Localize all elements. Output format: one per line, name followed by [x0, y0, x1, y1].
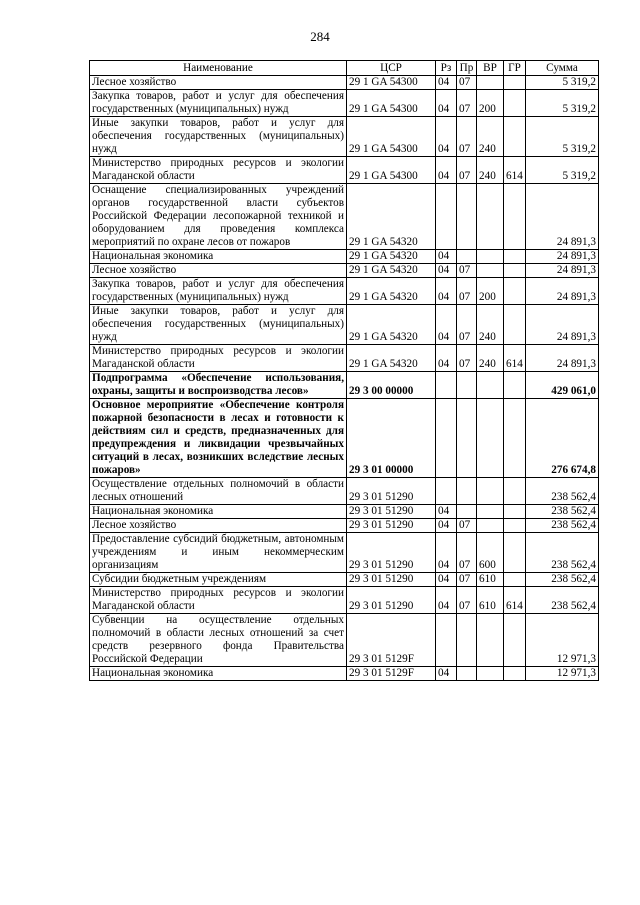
table-row [90, 345, 599, 372]
cell-rz: 04 [436, 76, 457, 90]
cell-sum: 24 891,3 [526, 345, 599, 372]
cell-gr [504, 117, 526, 157]
cell-pr [457, 478, 477, 505]
cell-vr [477, 505, 504, 519]
cell-csr: 29 1 GA 54300 [347, 117, 436, 157]
cell-name: Оснащение специализированных учреждений органов государственной власти субъектов Российской Федерации лесопожарной техникой и оборудованием для проведения комплекса мероприятий по охране лесов от пожаров [90, 184, 347, 250]
cell-rz: 04 [436, 305, 457, 345]
cell-csr: 29 3 00 00000 [347, 372, 436, 399]
cell-vr [477, 264, 504, 278]
table-row [90, 614, 599, 667]
cell-sum: 238 562,4 [526, 573, 599, 587]
header-vr: ВР [477, 61, 504, 76]
cell-vr: 200 [477, 90, 504, 117]
cell-csr: 29 3 01 51290 [347, 533, 436, 573]
cell-name: Министерство природных ресурсов и экологии Магаданской области [90, 157, 347, 184]
cell-rz: 04 [436, 667, 457, 681]
cell-name: Субсидии бюджетным учреждениям [90, 573, 347, 587]
cell-rz: 04 [436, 117, 457, 157]
cell-rz: 04 [436, 533, 457, 573]
cell-rz: 04 [436, 345, 457, 372]
cell-vr: 610 [477, 587, 504, 614]
cell-csr: 29 3 01 51290 [347, 587, 436, 614]
cell-gr [504, 614, 526, 667]
header-csr: ЦСР [347, 61, 436, 76]
cell-gr [504, 519, 526, 533]
header-rz: Рз [436, 61, 457, 76]
cell-gr [504, 278, 526, 305]
cell-sum: 24 891,3 [526, 278, 599, 305]
cell-sum: 12 971,3 [526, 667, 599, 681]
cell-name: Предоставление субсидий бюджетным, автономным учреждениям и иным некоммерческим организациям [90, 533, 347, 573]
table-row [90, 587, 599, 614]
cell-vr [477, 399, 504, 478]
cell-name: Основное мероприятие «Обеспечение контроля пожарной безопасности в лесах и готовности к действиям сил и средств, предназначенных для предупреждения и ликвидации чрезвычайных ситуаций в лесах, возникших вследствие лесных пожаров» [90, 399, 347, 478]
cell-pr: 07 [457, 519, 477, 533]
table-row [90, 667, 599, 681]
cell-csr: 29 3 01 51290 [347, 519, 436, 533]
cell-pr [457, 505, 477, 519]
cell-vr [477, 614, 504, 667]
cell-csr: 29 1 GA 54320 [347, 305, 436, 345]
cell-vr [477, 372, 504, 399]
cell-gr [504, 250, 526, 264]
cell-gr: 614 [504, 587, 526, 614]
cell-csr: 29 3 01 5129F [347, 667, 436, 681]
cell-csr: 29 1 GA 54320 [347, 278, 436, 305]
cell-pr [457, 184, 477, 250]
cell-gr [504, 505, 526, 519]
table-row [90, 76, 599, 90]
cell-rz: 04 [436, 90, 457, 117]
cell-rz: 04 [436, 505, 457, 519]
cell-gr [504, 533, 526, 573]
cell-vr [477, 250, 504, 264]
cell-pr: 07 [457, 157, 477, 184]
cell-csr: 29 3 01 5129F [347, 614, 436, 667]
table-row [90, 533, 599, 573]
cell-csr: 29 1 GA 54320 [347, 250, 436, 264]
cell-sum: 24 891,3 [526, 184, 599, 250]
cell-name: Министерство природных ресурсов и экологии Магаданской области [90, 345, 347, 372]
cell-vr [477, 76, 504, 90]
cell-gr: 614 [504, 157, 526, 184]
cell-vr: 610 [477, 573, 504, 587]
cell-rz: 04 [436, 250, 457, 264]
cell-gr [504, 90, 526, 117]
cell-pr [457, 399, 477, 478]
cell-rz: 04 [436, 157, 457, 184]
cell-rz: 04 [436, 278, 457, 305]
table-row [90, 478, 599, 505]
cell-sum: 238 562,4 [526, 533, 599, 573]
cell-rz [436, 184, 457, 250]
cell-gr [504, 372, 526, 399]
cell-gr: 614 [504, 345, 526, 372]
cell-sum: 238 562,4 [526, 505, 599, 519]
cell-sum: 429 061,0 [526, 372, 599, 399]
cell-rz: 04 [436, 573, 457, 587]
cell-vr: 240 [477, 117, 504, 157]
cell-vr [477, 478, 504, 505]
cell-sum: 5 319,2 [526, 157, 599, 184]
cell-rz: 04 [436, 264, 457, 278]
table-row [90, 573, 599, 587]
table-row [90, 90, 599, 117]
page-number: 284 [310, 29, 330, 44]
cell-vr [477, 667, 504, 681]
cell-csr: 29 3 01 00000 [347, 399, 436, 478]
cell-pr [457, 614, 477, 667]
cell-pr [457, 667, 477, 681]
budget-table [89, 60, 599, 681]
table-row [90, 264, 599, 278]
cell-gr [504, 399, 526, 478]
header-name: Наименование [90, 61, 347, 76]
table-body [90, 76, 599, 681]
cell-sum: 238 562,4 [526, 519, 599, 533]
cell-csr: 29 3 01 51290 [347, 478, 436, 505]
cell-rz [436, 614, 457, 667]
cell-csr: 29 3 01 51290 [347, 573, 436, 587]
cell-gr [504, 264, 526, 278]
cell-pr [457, 372, 477, 399]
cell-name: Лесное хозяйство [90, 76, 347, 90]
cell-name: Закупка товаров, работ и услуг для обеспечения государственных (муниципальных) нужд [90, 278, 347, 305]
cell-vr: 200 [477, 278, 504, 305]
table-row [90, 117, 599, 157]
cell-name: Лесное хозяйство [90, 519, 347, 533]
cell-vr [477, 184, 504, 250]
header-pr: Пр [457, 61, 477, 76]
cell-sum: 238 562,4 [526, 587, 599, 614]
cell-name: Субвенции на осуществление отдельных полномочий в области лесных отношений за счет средств резервного фонда Правительства Российской Федерации [90, 614, 347, 667]
cell-name: Осуществление отдельных полномочий в области лесных отношений [90, 478, 347, 505]
cell-vr [477, 519, 504, 533]
cell-gr [504, 76, 526, 90]
cell-vr: 240 [477, 305, 504, 345]
cell-sum: 238 562,4 [526, 478, 599, 505]
table-row [90, 519, 599, 533]
cell-name: Лесное хозяйство [90, 264, 347, 278]
cell-name: Национальная экономика [90, 505, 347, 519]
cell-rz: 04 [436, 587, 457, 614]
cell-vr: 240 [477, 157, 504, 184]
cell-vr: 600 [477, 533, 504, 573]
cell-pr: 07 [457, 264, 477, 278]
cell-gr [504, 478, 526, 505]
cell-rz [436, 372, 457, 399]
cell-csr: 29 1 GA 54300 [347, 90, 436, 117]
table-row [90, 305, 599, 345]
cell-csr: 29 1 GA 54300 [347, 76, 436, 90]
cell-name: Подпрограмма «Обеспечение использования, охраны, защиты и воспроизводства лесов» [90, 372, 347, 399]
cell-name: Иные закупки товаров, работ и услуг для обеспечения государственных (муниципальных) нужд [90, 305, 347, 345]
cell-name: Национальная экономика [90, 250, 347, 264]
cell-sum: 24 891,3 [526, 264, 599, 278]
cell-pr [457, 250, 477, 264]
cell-pr: 07 [457, 278, 477, 305]
cell-pr: 07 [457, 573, 477, 587]
cell-pr: 07 [457, 587, 477, 614]
cell-csr: 29 1 GA 54320 [347, 345, 436, 372]
table-row [90, 278, 599, 305]
cell-pr: 07 [457, 117, 477, 157]
cell-pr: 07 [457, 533, 477, 573]
cell-csr: 29 3 01 51290 [347, 505, 436, 519]
cell-sum: 276 674,8 [526, 399, 599, 478]
cell-sum: 5 319,2 [526, 76, 599, 90]
cell-gr [504, 573, 526, 587]
cell-name: Национальная экономика [90, 667, 347, 681]
table-row [90, 184, 599, 250]
cell-gr [504, 184, 526, 250]
cell-sum: 12 971,3 [526, 614, 599, 667]
cell-csr: 29 1 GA 54300 [347, 157, 436, 184]
cell-csr: 29 1 GA 54320 [347, 184, 436, 250]
table-row [90, 250, 599, 264]
cell-pr: 07 [457, 76, 477, 90]
cell-pr: 07 [457, 345, 477, 372]
table-row [90, 505, 599, 519]
cell-name: Министерство природных ресурсов и экологии Магаданской области [90, 587, 347, 614]
cell-sum: 24 891,3 [526, 250, 599, 264]
cell-csr: 29 1 GA 54320 [347, 264, 436, 278]
cell-name: Закупка товаров, работ и услуг для обеспечения государственных (муниципальных) нужд [90, 90, 347, 117]
header-gr: ГР [504, 61, 526, 76]
cell-rz [436, 399, 457, 478]
table-row [90, 157, 599, 184]
header-sum: Сумма [526, 61, 599, 76]
cell-vr: 240 [477, 345, 504, 372]
cell-gr [504, 667, 526, 681]
cell-sum: 5 319,2 [526, 117, 599, 157]
table-header-row [90, 61, 599, 76]
table-row [90, 372, 599, 399]
table-row [90, 399, 599, 478]
cell-rz [436, 478, 457, 505]
cell-rz: 04 [436, 519, 457, 533]
cell-name: Иные закупки товаров, работ и услуг для обеспечения государственных (муниципальных) нужд [90, 117, 347, 157]
cell-sum: 5 319,2 [526, 90, 599, 117]
cell-gr [504, 305, 526, 345]
cell-pr: 07 [457, 305, 477, 345]
cell-pr: 07 [457, 90, 477, 117]
cell-sum: 24 891,3 [526, 305, 599, 345]
